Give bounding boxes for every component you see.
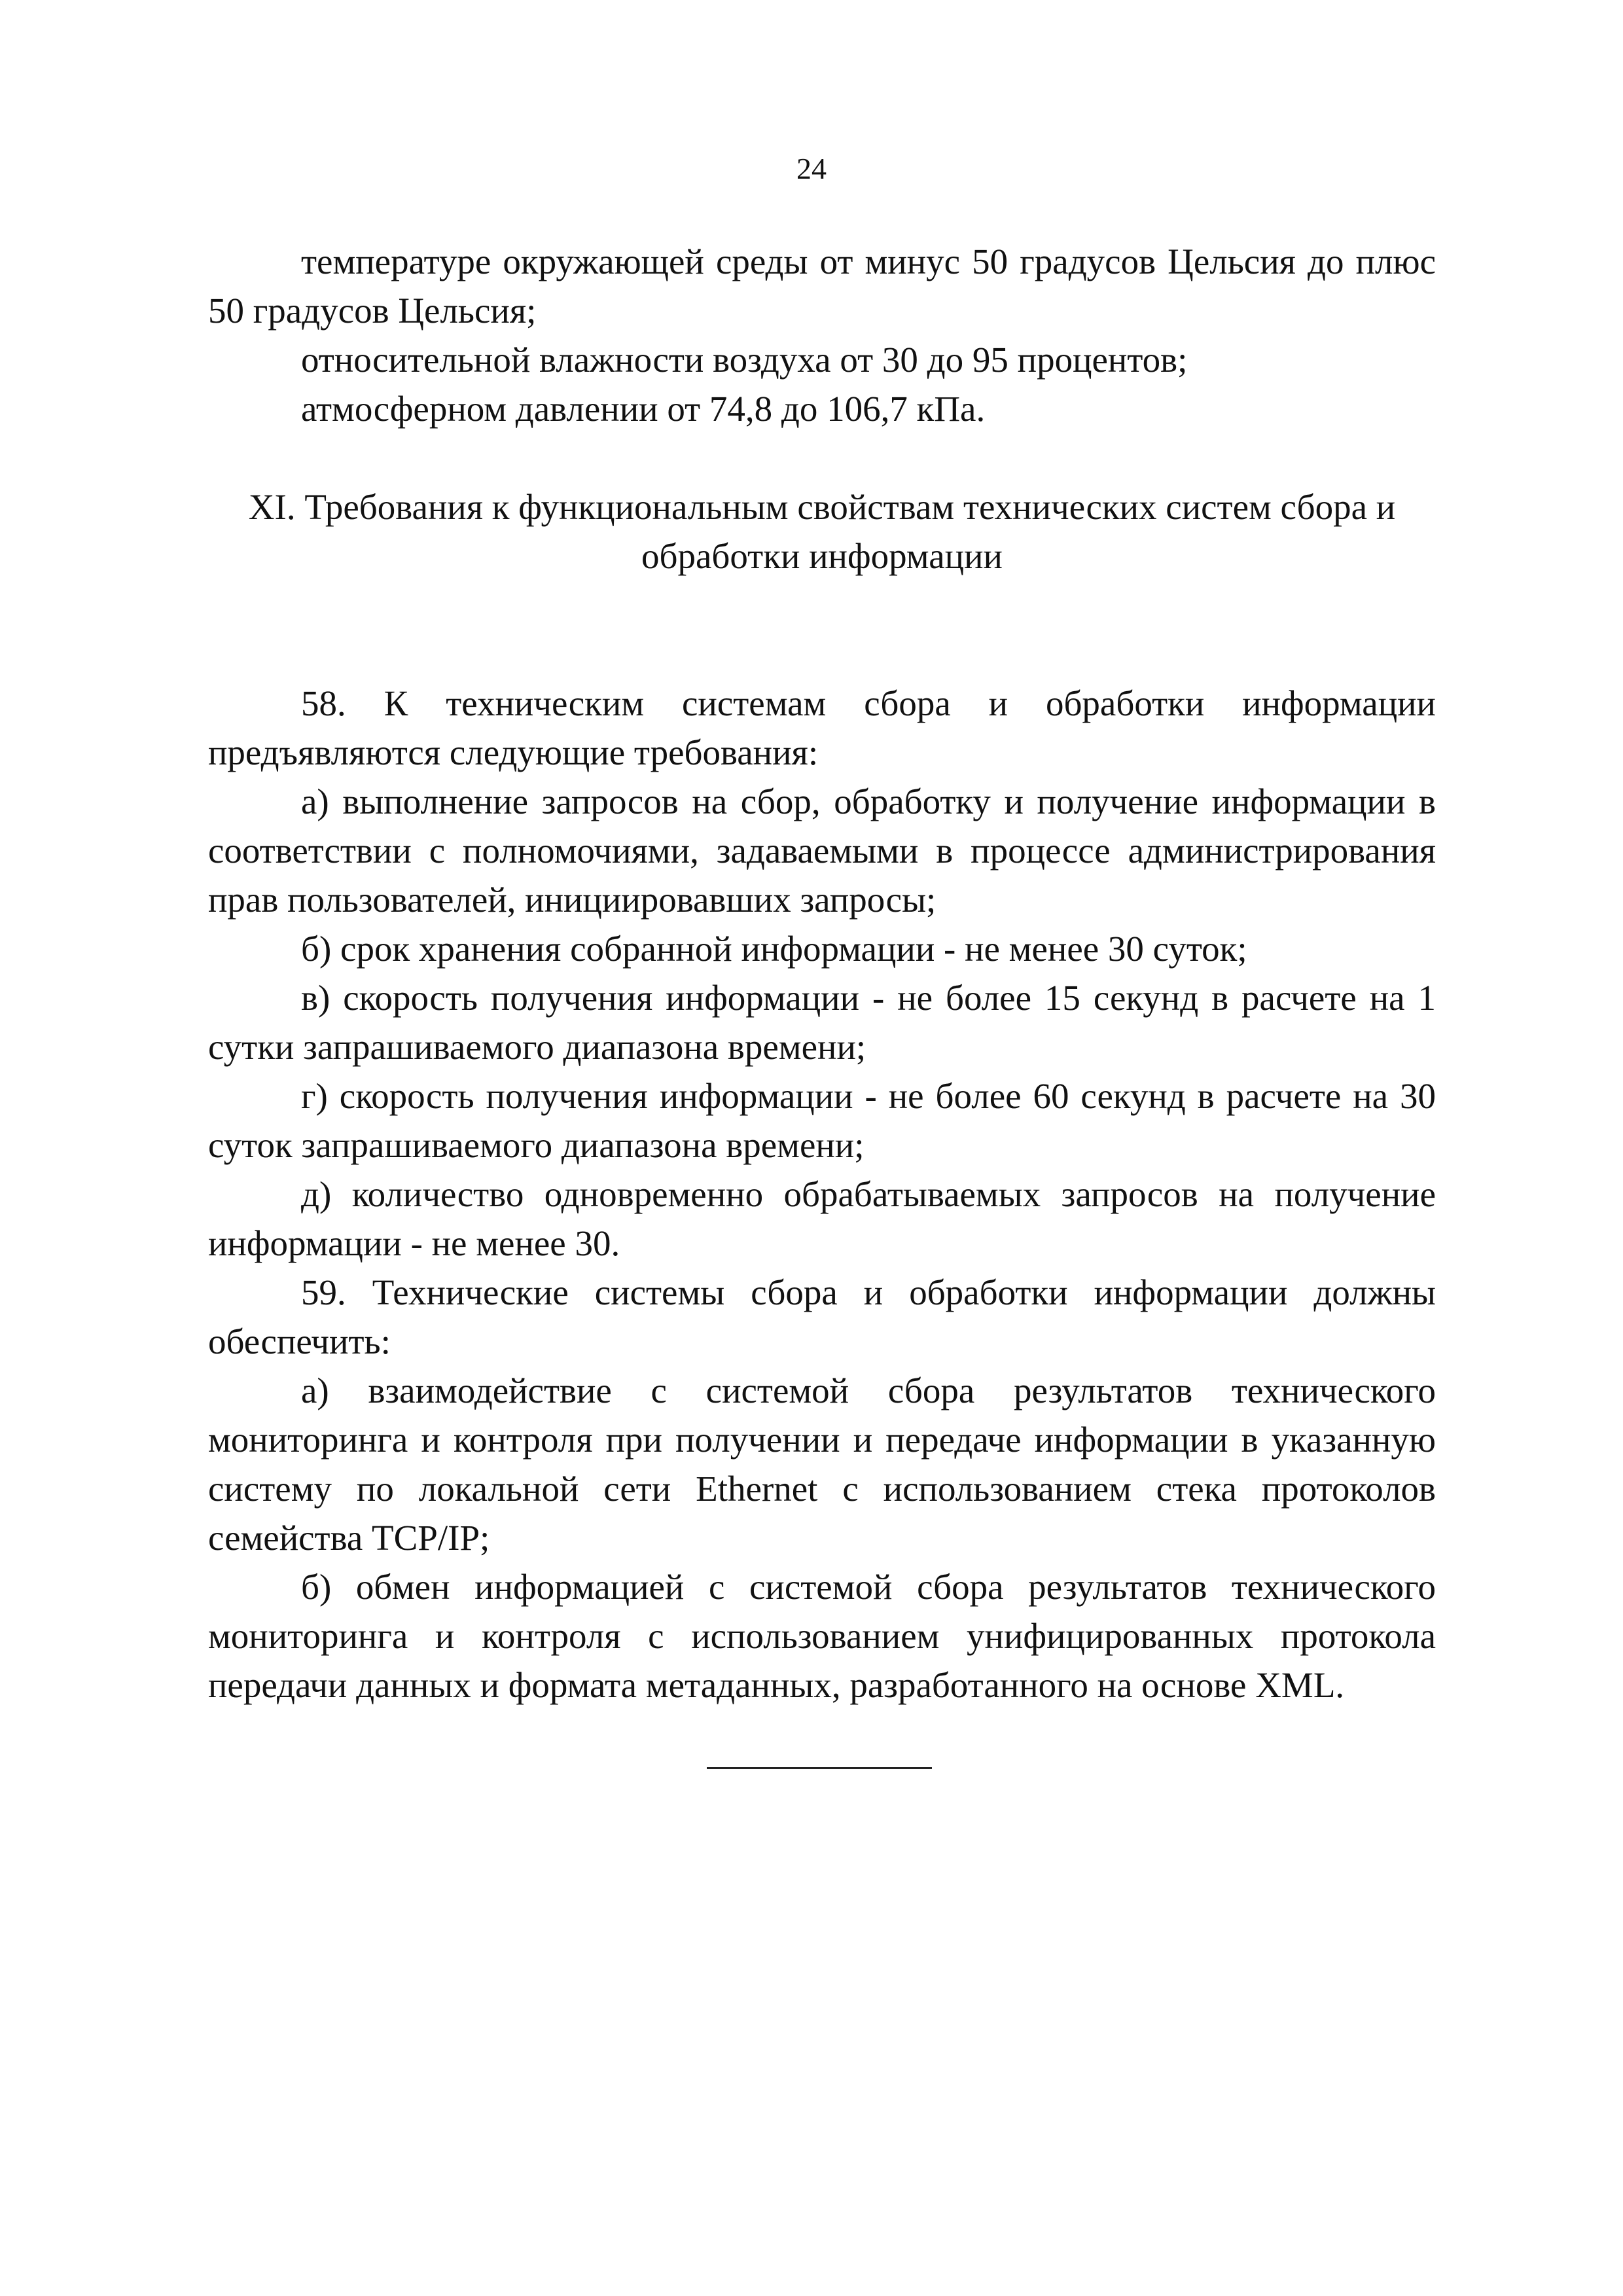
clause-58-item-a: а) выполнение запросов на сбор, обработку и получение информации в соответствии с полномочиями, задаваемыми в процессе администрирования прав пользователей, инициировавших запросы; <box>208 781 1436 920</box>
condition-temperature: температуре окружающей среды от минус 50 градусов Цельсия до плюс 50 градусов Цельсия; <box>208 242 1436 331</box>
clause-59-item-b: б) обмен информацией с системой сбора результатов технического мониторинга и контроля с использованием унифицированных протокола передачи данных и формата метаданных, разработанного на основе XML. <box>208 1567 1436 1705</box>
section-heading-line-1: XI. Требования к функциональным свойствам технических систем сбора и <box>248 487 1396 527</box>
condition-pressure: атмосферном давлении от 74,8 до 106,7 кПа. <box>301 389 986 429</box>
clause-58-item-b: б) срок хранения собранной информации - не менее 30 суток; <box>301 929 1247 969</box>
document-body <box>208 237 1436 1710</box>
clause-58-item-v: в) скорость получения информации - не более 15 секунд в расчете на 1 сутки запрашиваемого диапазона времени; <box>208 978 1436 1067</box>
clause-58-item-g: г) скорость получения информации - не более 60 секунд в расчете на 30 суток запрашиваемого диапазона времени; <box>208 1076 1436 1165</box>
spacer <box>208 433 1436 482</box>
clause-58-item-d: д) количество одновременно обрабатываемых запросов на получение информации - не менее 30. <box>208 1174 1436 1263</box>
section-heading <box>208 482 1436 581</box>
section-heading-line-2: обработки информации <box>641 536 1003 576</box>
clause-58-intro: 58. К техническим системам сбора и обработки информации предъявляются следующие требования: <box>208 683 1436 772</box>
condition-humidity: относительной влажности воздуха от 30 до 95 процентов; <box>301 340 1188 380</box>
clause-59-intro: 59. Технические системы сбора и обработки информации должны обеспечить: <box>208 1272 1436 1361</box>
clause-59-item-a: а) взаимодействие с системой сбора результатов технического мониторинга и контроля при получении и передаче информации в указанную систему по локальной сети Ethernet с использованием стека протоколов семейства TCP/IP; <box>208 1371 1436 1558</box>
end-separator-line <box>707 1767 932 1769</box>
page-number: 24 <box>796 152 827 185</box>
